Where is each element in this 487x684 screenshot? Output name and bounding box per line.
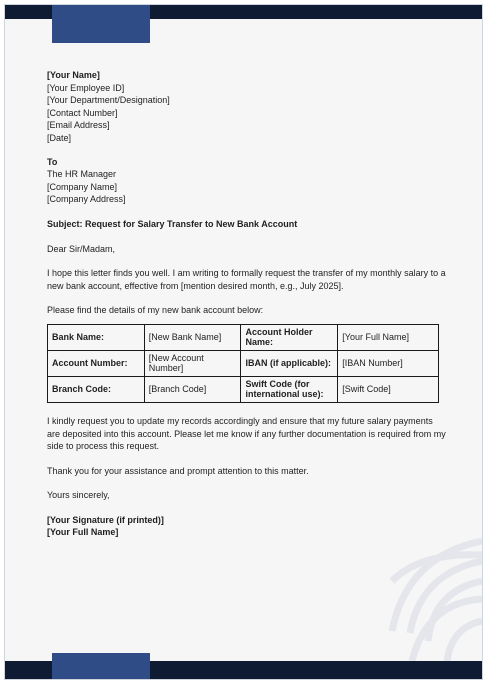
sender-department: [Your Department/Designation] <box>47 95 170 106</box>
salutation: Dear Sir/Madam, <box>47 243 116 254</box>
sender-date: [Date] <box>47 132 72 143</box>
closing: Yours sincerely, <box>47 490 110 501</box>
table-cell-value: [New Account Number] <box>144 350 241 376</box>
signature-line: [Your Signature (if printed)] <box>47 514 164 525</box>
recipient-company: [Company Name] <box>47 181 118 192</box>
table-cell-value: [Branch Code] <box>144 376 241 402</box>
bank-details-table <box>47 324 439 403</box>
table-row <box>48 350 439 376</box>
intro-paragraph: I hope this letter finds you well. I am writing to formally request the transfer of my monthly salary to a new bank account, effective from [mention desired month, e.g., July 2025]. <box>47 268 446 291</box>
details-intro: Please find the details of my new bank account below: <box>47 305 264 316</box>
table-cell-value: [New Bank Name] <box>144 324 241 350</box>
letter-page <box>4 4 483 680</box>
table-row <box>48 376 439 402</box>
footer-accent-block <box>52 653 150 679</box>
sender-employee-id: [Your Employee ID] <box>47 82 125 93</box>
table-cell-label: Branch Code: <box>48 376 145 402</box>
signatory-name: [Your Full Name] <box>47 527 119 538</box>
sender-email: [Email Address] <box>47 120 110 131</box>
subject-line: Subject: Request for Salary Transfer to New Bank Account <box>47 218 298 229</box>
decorative-pattern-icon <box>372 521 482 661</box>
recipient-title: The HR Manager <box>47 169 117 180</box>
table-row <box>48 324 439 350</box>
table-cell-value: [IBAN Number] <box>338 350 439 376</box>
table-cell-label: Swift Code (for international use): <box>241 376 338 402</box>
to-label: To <box>47 156 58 167</box>
letter-body <box>47 69 447 539</box>
table-cell-value: [Swift Code] <box>338 376 439 402</box>
header-accent-block <box>52 5 150 43</box>
table-cell-label: IBAN (if applicable): <box>241 350 338 376</box>
recipient-address: [Company Address] <box>47 194 126 205</box>
table-cell-label: Bank Name: <box>48 324 145 350</box>
sender-contact: [Contact Number] <box>47 107 118 118</box>
table-cell-value: [Your Full Name] <box>338 324 439 350</box>
table-cell-label: Account Number: <box>48 350 145 376</box>
request-paragraph: I kindly request you to update my records accordingly and ensure that my future salary payments are deposited into this account. Please let me know if any further documentation is required from my side to process this request. <box>47 415 446 452</box>
table-cell-label: Account Holder Name: <box>241 324 338 350</box>
thanks-paragraph: Thank you for your assistance and prompt attention to this matter. <box>47 465 309 476</box>
sender-name: [Your Name] <box>47 70 100 80</box>
